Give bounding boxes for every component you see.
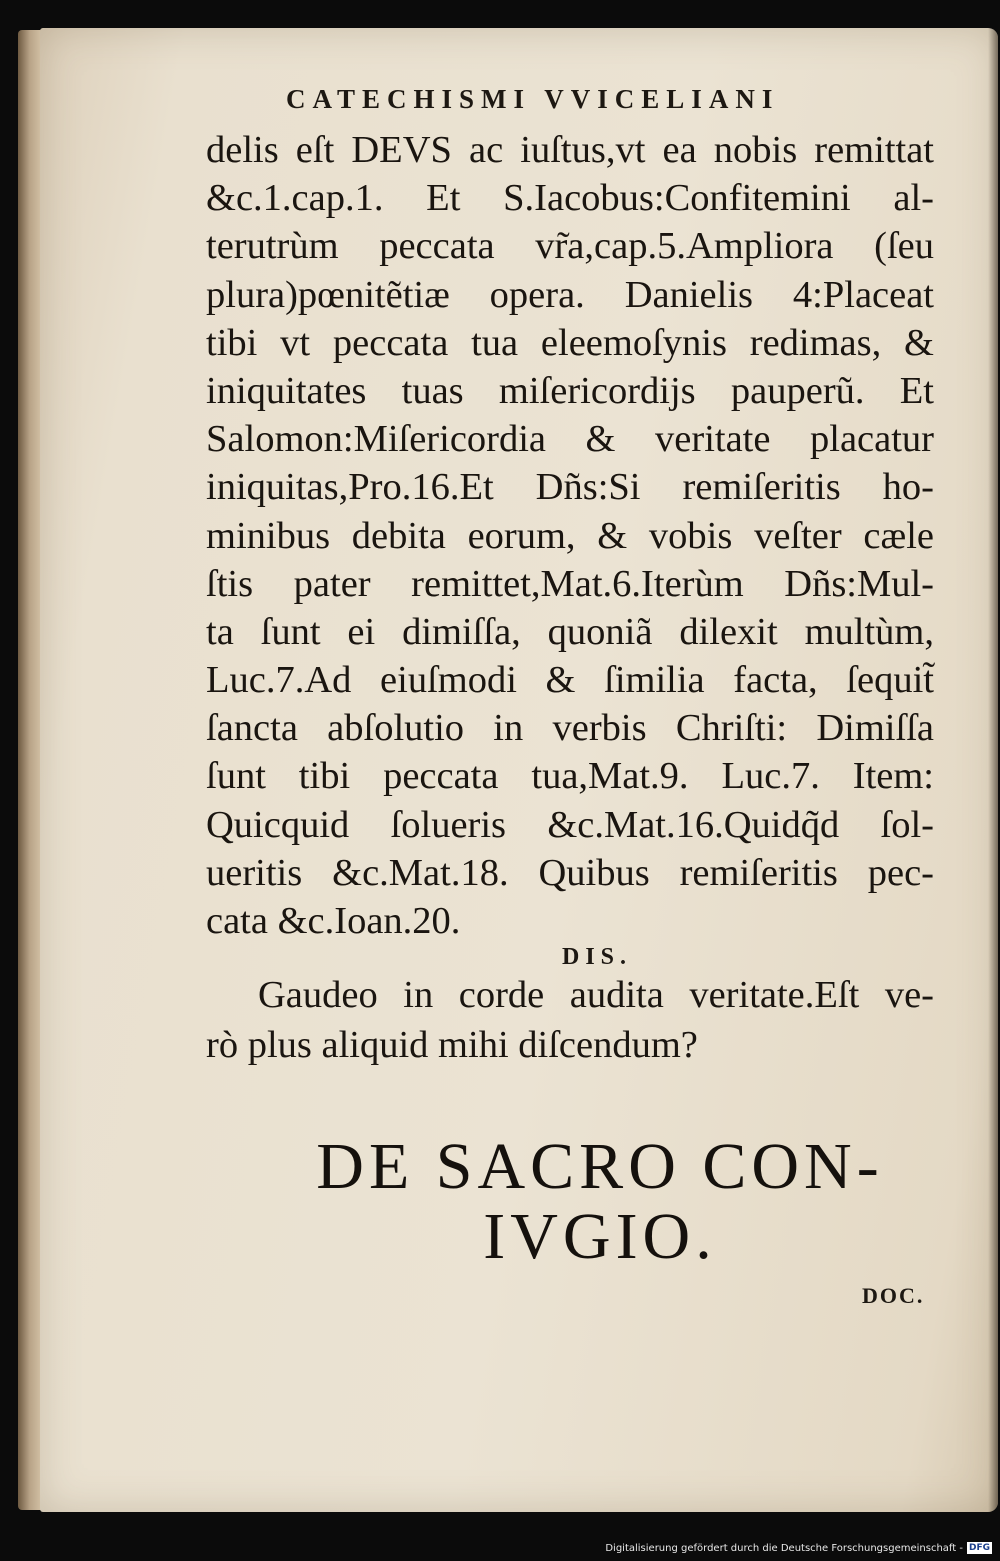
text-line: ta ſunt ei dimiſſa, quoniã dilexit multùm, [206, 610, 934, 653]
text-line: terutrùm peccata vr̃a,cap.5.Ampliora (ſeu [206, 225, 934, 268]
section-heading [250, 1132, 950, 1272]
reply-line: rò plus aliquid mihi diſcendum? [206, 1024, 698, 1066]
section-heading-line-1: DE SACRO CON- [316, 1130, 884, 1203]
text-line: ſunt tibi peccata tua,Mat.9. Luc.7. Item: [206, 755, 934, 798]
text-line: iniquitas,Pro.16.Et Dñs:Si remiſeritis ho- [206, 466, 934, 509]
text-line: iniquitates tuas miſericordijs pauperũ. Et [206, 369, 934, 412]
text-line: cata &c.Ioan.20. [206, 900, 461, 942]
text-line: ſancta abſolutio in verbis Chriſti: Dimiſſa [206, 707, 934, 750]
text-line: plura)pœnitẽtiæ opera. Danielis 4:Placeat [206, 273, 934, 316]
digitization-footer [605, 1541, 992, 1555]
catchword: DOC. [862, 1283, 925, 1308]
dfg-logo-icon: DFG [968, 1543, 990, 1553]
speaker-label: DIS. [562, 944, 633, 970]
section-heading-line-2: IVGIO. [483, 1200, 717, 1273]
reply-line: Gaudeo in corde audita veritate.Eſt ve- [258, 974, 934, 1016]
page-shadow [988, 28, 998, 1512]
text-line: delis eſt DEVS ac iuſtus,vt ea nobis remittat [206, 129, 934, 171]
main-text-block [206, 126, 934, 945]
text-line: Luc.7.Ad eiuſmodi & ſimilia facta, ſequit̃ [206, 659, 934, 702]
reply-text-block [206, 970, 934, 1070]
text-line: ſtis pater remittet,Mat.6.Iterùm Dñs:Mul- [206, 562, 934, 605]
text-line: Quicquid ſolueris &c.Mat.16.Quidq̃d ſol- [206, 803, 934, 846]
text-line: ueritis &c.Mat.18. Quibus remiſeritis pec- [206, 851, 934, 894]
footer-credit: Digitalisierung gefördert durch die Deutsche Forschungsgemeinschaft - [605, 1542, 963, 1554]
text-line: &c.1.cap.1. Et S.Iacobus:Confitemini al- [206, 177, 934, 220]
text-line: tibi vt peccata tua eleemoſynis redimas, & [206, 321, 934, 364]
text-line: minibus debita eorum, & vobis veſter cæle [206, 514, 934, 557]
text-line: Salomon:Miſericordia & veritate placatur [206, 418, 934, 461]
running-head: CATECHISMI VVICELIANI [286, 84, 780, 114]
